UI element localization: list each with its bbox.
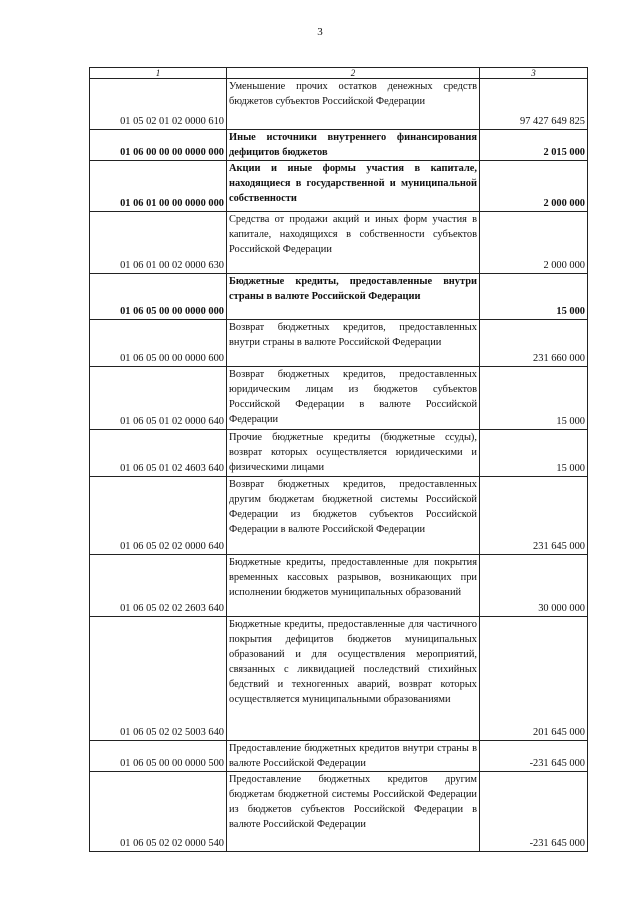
description-cell: Возврат бюджетных кредитов, предоставленных юридическим лицам из бюджетов субъектов Российской Федерации в валюте Российской Федерации <box>227 367 480 430</box>
amount-cell: 2 015 000 <box>480 130 588 161</box>
column-header-code: 1 <box>90 68 227 79</box>
page-number: 3 <box>317 26 323 38</box>
budget-code-cell: 01 06 05 01 02 4603 640 <box>90 430 227 477</box>
amount-cell: 15 000 <box>480 367 588 430</box>
table-body <box>90 79 588 852</box>
table-row <box>90 555 588 617</box>
description-cell: Уменьшение прочих остатков денежных средств бюджетов субъектов Российской Федерации <box>227 79 480 130</box>
header-row <box>90 68 588 79</box>
budget-code-cell: 01 06 05 00 00 0000 600 <box>90 320 227 367</box>
description-cell: Акции и иные формы участия в капитале, находящиеся в государственной и муниципальной собственности <box>227 161 480 212</box>
budget-code-cell: 01 06 05 00 00 0000 500 <box>90 741 227 772</box>
table-row <box>90 772 588 852</box>
amount-cell: -231 645 000 <box>480 772 588 852</box>
amount-cell: 231 645 000 <box>480 477 588 555</box>
budget-code-cell: 01 06 01 00 02 0000 630 <box>90 212 227 274</box>
amount-cell: 15 000 <box>480 430 588 477</box>
amount-cell: 30 000 000 <box>480 555 588 617</box>
amount-cell: 201 645 000 <box>480 617 588 741</box>
amount-cell: 2 000 000 <box>480 161 588 212</box>
column-header-amount: 3 <box>480 68 588 79</box>
description-cell: Бюджетные кредиты, предоставленные для частичного покрытия дефицитов бюджетов муниципальных образований и для осуществления мероприятий, связанных с ликвидацией последствий стихийных бедствий и техногенных аварий, возврат которых осуществляется муниципальными образованиями <box>227 617 480 741</box>
table-row <box>90 617 588 741</box>
table-row <box>90 161 588 212</box>
table-row <box>90 274 588 320</box>
description-cell: Бюджетные кредиты, предоставленные внутри страны в валюте Российской Федерации <box>227 274 480 320</box>
table-row <box>90 741 588 772</box>
budget-code-cell: 01 06 05 00 00 0000 000 <box>90 274 227 320</box>
amount-cell: 15 000 <box>480 274 588 320</box>
amount-cell: 2 000 000 <box>480 212 588 274</box>
description-cell: Предоставление бюджетных кредитов другим бюджетам бюджетной системы Российской Федерации из бюджетов субъектов Российской Федерации в валюте Российской Федерации <box>227 772 480 852</box>
budget-code-cell: 01 06 05 02 02 5003 640 <box>90 617 227 741</box>
column-header-description: 2 <box>227 68 480 79</box>
table-row <box>90 477 588 555</box>
budget-code-cell: 01 06 05 02 02 0000 640 <box>90 477 227 555</box>
description-cell: Возврат бюджетных кредитов, предоставленных внутри страны в валюте Российской Федерации <box>227 320 480 367</box>
budget-code-cell: 01 06 05 02 02 0000 540 <box>90 772 227 852</box>
description-cell: Предоставление бюджетных кредитов внутри страны в валюте Российской Федерации <box>227 741 480 772</box>
description-cell: Прочие бюджетные кредиты (бюджетные ссуды), возврат которых осуществляется юридическими и физическими лицами <box>227 430 480 477</box>
amount-cell: 231 660 000 <box>480 320 588 367</box>
budget-code-cell: 01 06 00 00 00 0000 000 <box>90 130 227 161</box>
budget-code-cell: 01 05 02 01 02 0000 610 <box>90 79 227 130</box>
amount-cell: 97 427 649 825 <box>480 79 588 130</box>
budget-code-cell: 01 06 05 01 02 0000 640 <box>90 367 227 430</box>
table-row <box>90 367 588 430</box>
description-cell: Средства от продажи акций и иных форм участия в капитале, находящихся в собственности субъектов Российской Федерации <box>227 212 480 274</box>
table-row <box>90 212 588 274</box>
budget-code-cell: 01 06 01 00 00 0000 000 <box>90 161 227 212</box>
table-row <box>90 130 588 161</box>
description-cell: Возврат бюджетных кредитов, предоставленных другим бюджетам бюджетной системы Российской Федерации из бюджетов субъектов Российской Федерации в валюте Российской Федерации <box>227 477 480 555</box>
budget-code-cell: 01 06 05 02 02 2603 640 <box>90 555 227 617</box>
table-row <box>90 79 588 130</box>
table-row <box>90 430 588 477</box>
description-cell: Иные источники внутреннего финансирования дефицитов бюджетов <box>227 130 480 161</box>
table-row <box>90 320 588 367</box>
description-cell: Бюджетные кредиты, предоставленные для покрытия временных кассовых разрывов, возникающих при исполнении бюджетов муниципальных образований <box>227 555 480 617</box>
financing-sources-table <box>89 67 588 852</box>
amount-cell: -231 645 000 <box>480 741 588 772</box>
